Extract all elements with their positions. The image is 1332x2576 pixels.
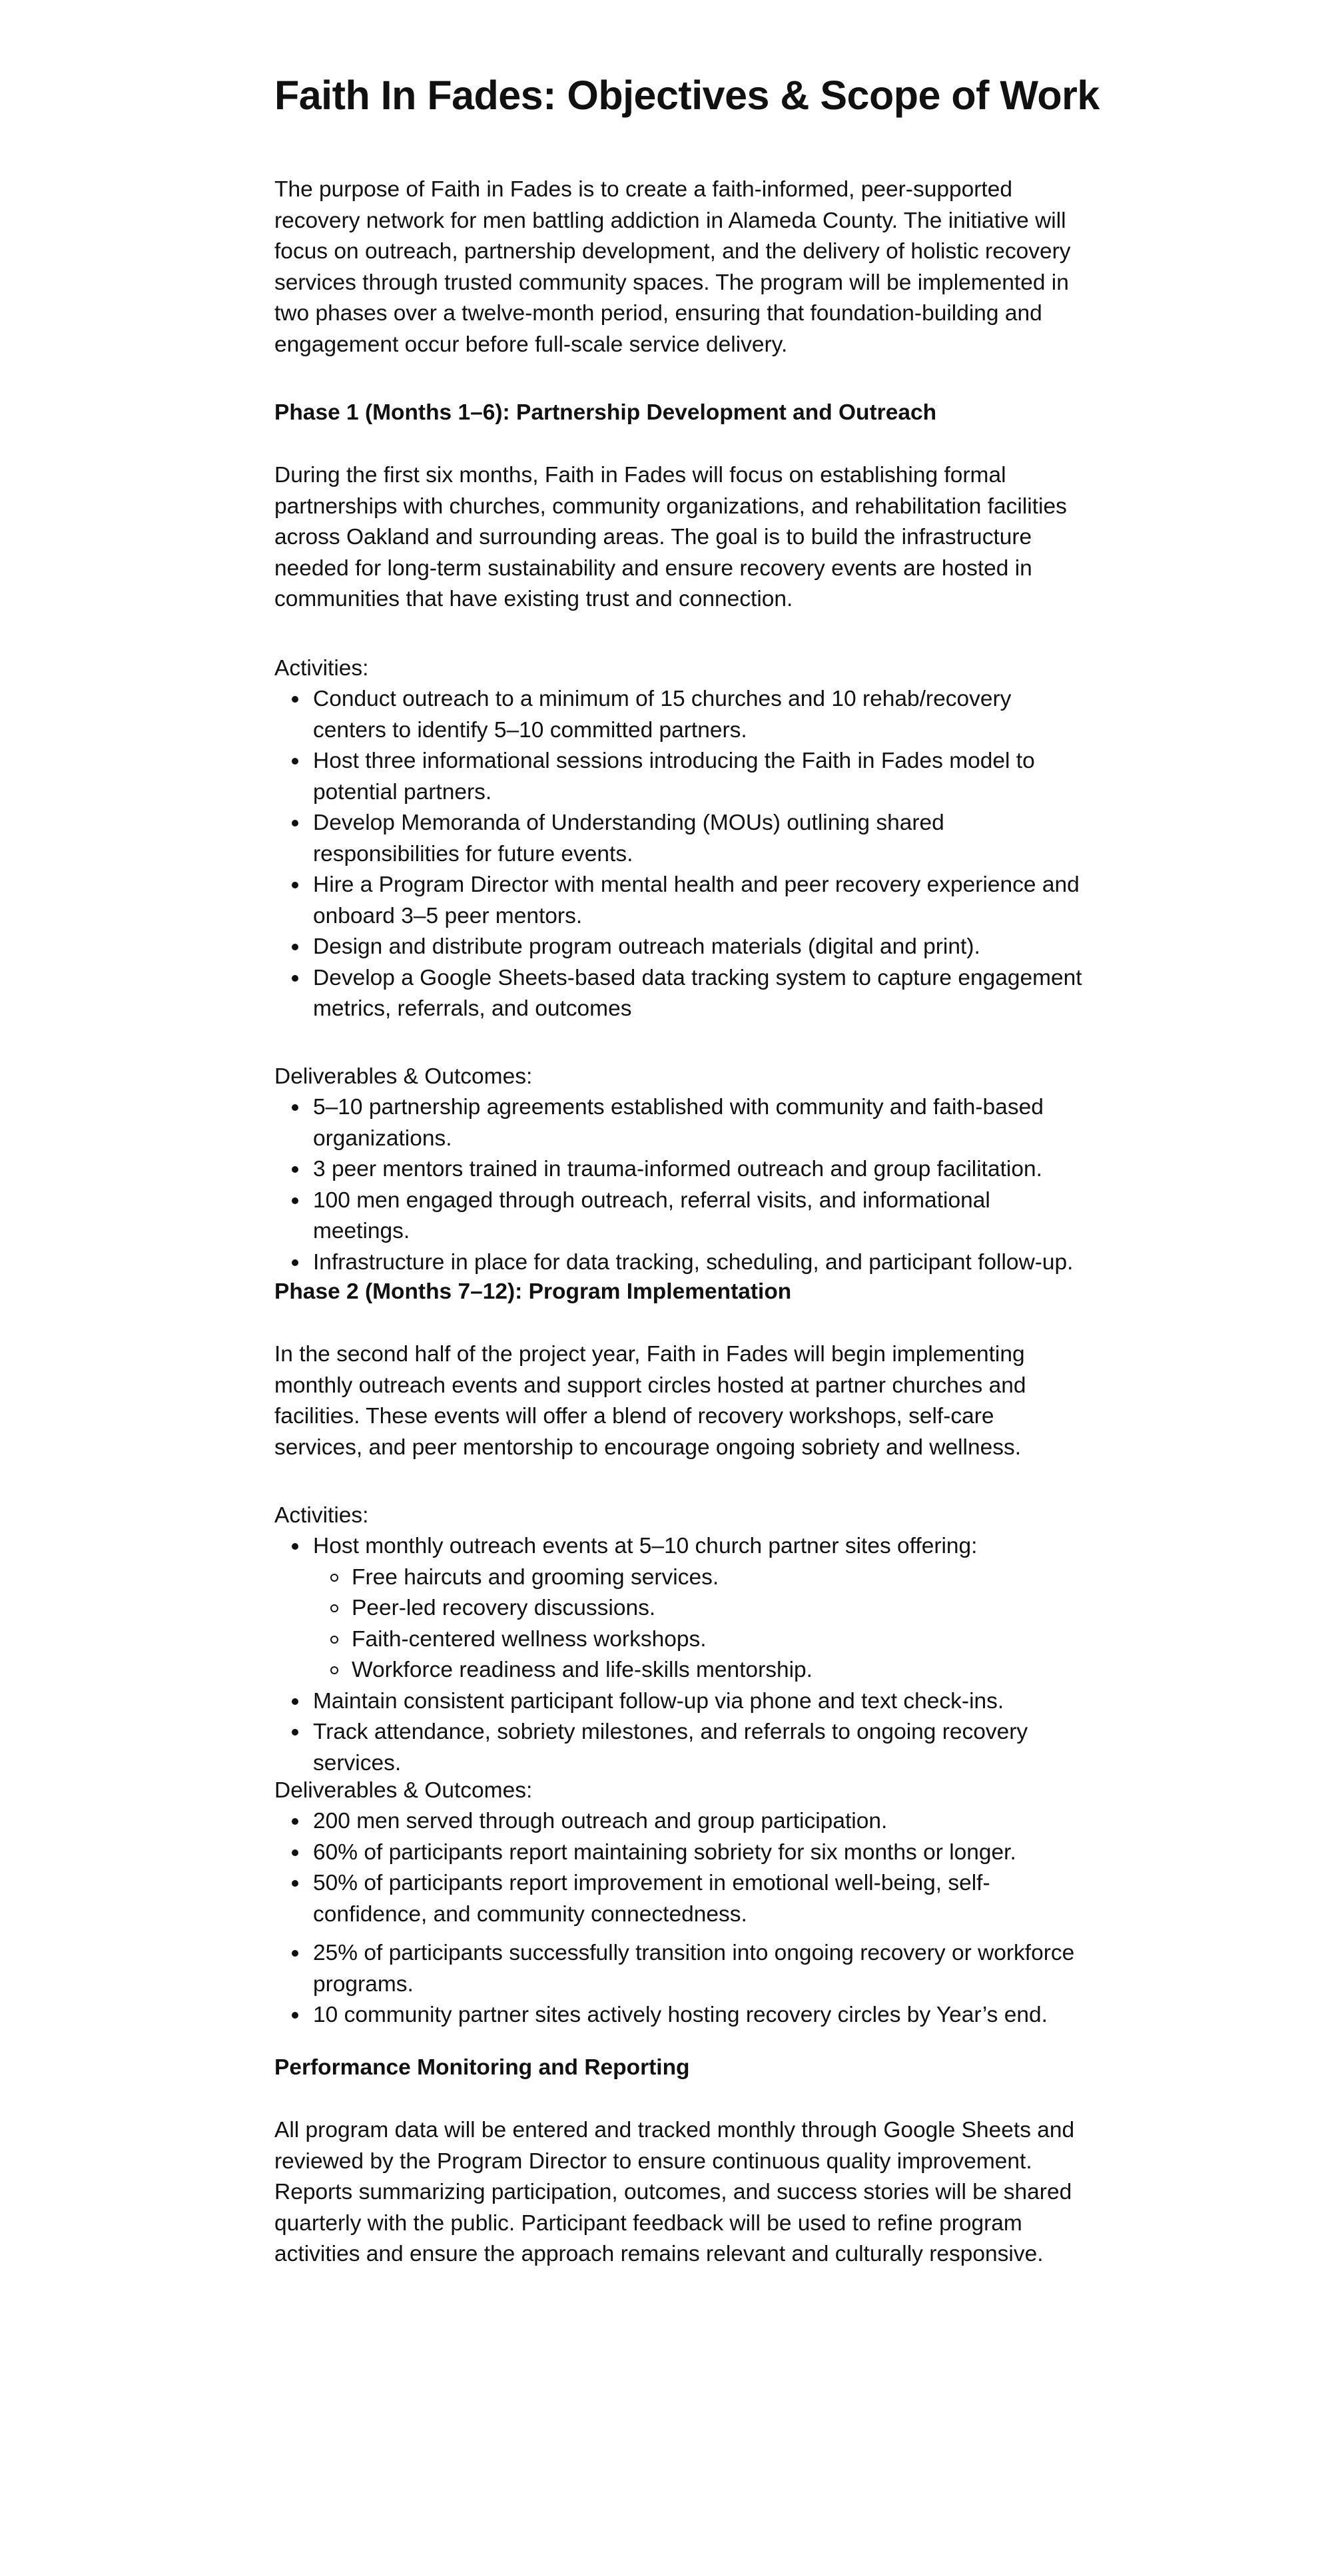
phase2-activities-label: Activities: — [274, 1503, 369, 1528]
list-item: Maintain consistent participant follow-up via phone and text check-ins. — [274, 1686, 1087, 1718]
monitoring-heading: Performance Monitoring and Reporting — [274, 2055, 690, 2080]
phase1-activities-list — [274, 684, 1087, 1025]
list-item: 100 men engaged through outreach, referral visits, and informational meetings. — [274, 1185, 1087, 1247]
sub-list-item: Peer-led recovery discussions. — [313, 1593, 1087, 1624]
phase1-description: During the first six months, Faith in Fades will focus on establishing formal partnerships with churches, community organizations, and rehabilitation facilities across Oakland and surrounding areas. The goal is to build the infrastructure needed for long-term sustainability and ensure recovery events are hosted in communities that have existing trust and connection. — [274, 463, 1067, 611]
list-item — [274, 1531, 1087, 1686]
list-item: 5–10 partnership agreements established with community and faith-based organizations. — [274, 1092, 1087, 1154]
intro-paragraph: The purpose of Faith in Fades is to create a faith-informed, peer-supported recovery network for men battling addiction in Alameda County. The initiative will focus on outreach, partnership development, and the delivery of holistic recovery services through trusted community spaces. The program will be implemented in two phases over a twelve-month period, ensuring that foundation-building and engagement occur before full-scale service delivery. — [274, 177, 1071, 357]
list-item: Conduct outreach to a minimum of 15 churches and 10 rehab/recovery centers to identify 5–10 committed partners. — [274, 684, 1087, 746]
sub-list-item: Free haircuts and grooming services. — [313, 1562, 1087, 1594]
list-item: 10 community partner sites actively hosting recovery circles by Year’s end. — [274, 2000, 1087, 2031]
list-item: Develop a Google Sheets-based data tracking system to capture engagement metrics, referrals, and outcomes — [274, 963, 1087, 1025]
list-item: Host three informational sessions introducing the Faith in Fades model to potential partners. — [274, 746, 1087, 808]
phase2-heading: Phase 2 (Months 7–12): Program Implementation — [274, 1279, 792, 1304]
list-item: 3 peer mentors trained in trauma-informed outreach and group facilitation. — [274, 1154, 1087, 1185]
phase2-activities-list — [274, 1531, 1087, 1779]
phase2-deliverables-list — [274, 1806, 1087, 2031]
list-item: Design and distribute program outreach materials (digital and print). — [274, 932, 1087, 963]
sub-list-item: Faith-centered wellness workshops. — [313, 1624, 1087, 1656]
list-item: 50% of participants report improvement in emotional well-being, self-confidence, and community connectedness. — [274, 1868, 1087, 1930]
phase2-deliverables-label: Deliverables & Outcomes: — [274, 1778, 533, 1803]
phase1-deliverables-label: Deliverables & Outcomes: — [274, 1064, 533, 1089]
list-item: Infrastructure in place for data tracking, scheduling, and participant follow-up. — [274, 1247, 1087, 1279]
phase1-activities-label: Activities: — [274, 656, 369, 681]
list-item: Track attendance, sobriety milestones, and referrals to ongoing recovery services. — [274, 1717, 1087, 1779]
sub-list-item: Workforce readiness and life-skills mentorship. — [313, 1655, 1087, 1686]
list-item-text: Host monthly outreach events at 5–10 church partner sites offering: — [313, 1534, 978, 1558]
list-item: Develop Memoranda of Understanding (MOUs) outlining shared responsibilities for future events. — [274, 808, 1087, 870]
list-item: 25% of participants successfully transition into ongoing recovery or workforce programs. — [274, 1938, 1087, 2000]
list-item: 60% of participants report maintaining sobriety for six months or longer. — [274, 1837, 1087, 1869]
list-item: Hire a Program Director with mental health and peer recovery experience and onboard 3–5 peer mentors. — [274, 870, 1087, 932]
phase1-deliverables-list — [274, 1092, 1087, 1278]
phase1-heading: Phase 1 (Months 1–6): Partnership Development and Outreach — [274, 400, 937, 425]
page-title: Faith In Fades: Objectives & Scope of Work — [274, 73, 1100, 118]
monitoring-description: All program data will be entered and tracked monthly through Google Sheets and reviewed by the Program Director to ensure continuous quality improvement. Reports summarizing participation, outcomes, and success stories will be shared quarterly with the public. Participant feedback will be used to refine program activities and ensure the approach remains relevant and culturally responsive. — [274, 2118, 1075, 2266]
phase2-description: In the second half of the project year, Faith in Fades will begin implementing monthly outreach events and support circles hosted at partner churches and facilities. These events will offer a blend of recovery workshops, self-care services, and peer mentorship to encourage ongoing sobriety and wellness. — [274, 1342, 1026, 1460]
sub-list — [313, 1562, 1087, 1686]
list-item: 200 men served through outreach and group participation. — [274, 1806, 1087, 1837]
